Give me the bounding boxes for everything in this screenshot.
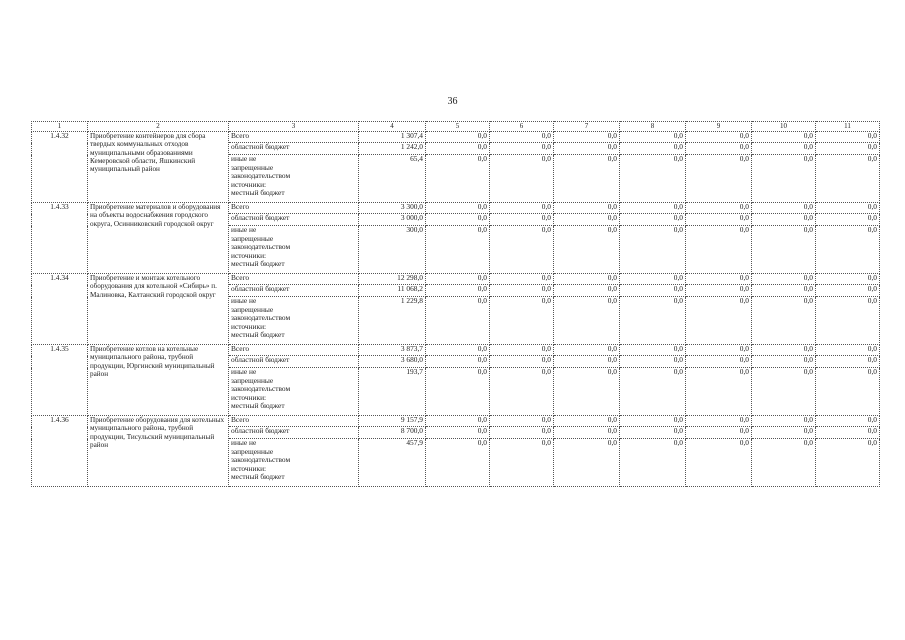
source-label: областной бюджет: [229, 427, 359, 439]
source-label-line: запрещенные: [231, 233, 274, 243]
item-code: 1.4.35: [32, 345, 88, 416]
value-cell: 0,0: [554, 143, 620, 155]
header-cell: 6: [490, 122, 554, 132]
value-cell: 0,0: [686, 356, 752, 368]
value-cell: 0,0: [686, 345, 752, 356]
value-cell: 0,0: [426, 285, 490, 297]
value-cell: 0,0: [686, 132, 752, 143]
source-label-line: местный бюджет: [231, 330, 285, 340]
value-cell: 0,0: [554, 297, 620, 345]
header-cell: 7: [554, 122, 620, 132]
source-label-line: запрещенные: [231, 162, 274, 172]
value-cell: 0,0: [752, 143, 816, 155]
header-cell: 4: [359, 122, 426, 132]
value-cell: 0,0: [816, 416, 880, 427]
value-cell: 0,0: [752, 155, 816, 203]
value-cell: 11 068,2: [359, 285, 426, 297]
table-row-total: [32, 345, 880, 356]
value-cell: 0,0: [554, 285, 620, 297]
source-label: Всего: [229, 416, 359, 427]
source-label-line: местный бюджет: [231, 188, 285, 198]
value-cell: 1 242,0: [359, 143, 426, 155]
value-cell: 0,0: [490, 439, 554, 487]
source-label: Всего: [229, 132, 359, 143]
value-cell: 0,0: [426, 214, 490, 226]
source-label-line: источники:: [231, 392, 267, 402]
source-label-line: иные не: [231, 438, 257, 447]
value-cell: 0,0: [426, 427, 490, 439]
item-name: Приобретение и монтаж котельного оборудования для котельной «Сибирь» п. Малиновка, Калтанский городской округ: [88, 274, 229, 345]
source-label-line: законодательством: [231, 384, 291, 394]
source-label-line: источники:: [231, 321, 267, 331]
value-cell: 0,0: [752, 132, 816, 143]
value-cell: 0,0: [426, 203, 490, 214]
source-label: областной бюджет: [229, 356, 359, 368]
value-cell: 0,0: [426, 416, 490, 427]
value-cell: 0,0: [816, 427, 880, 439]
header-cell: 8: [620, 122, 686, 132]
source-label-line: законодательством: [231, 171, 291, 181]
value-cell: 0,0: [752, 356, 816, 368]
value-cell: 0,0: [426, 143, 490, 155]
table-row-total: [32, 416, 880, 427]
value-cell: 3 300,0: [359, 203, 426, 214]
value-cell: 0,0: [752, 427, 816, 439]
header-cell: 3: [229, 122, 359, 132]
item-name: Приобретение материалов и оборудования на объекты водоснабжения городского округа, Осинниковский городской округ: [88, 203, 229, 274]
source-label: Всего: [229, 274, 359, 285]
value-cell: 0,0: [426, 274, 490, 285]
value-cell: 0,0: [554, 356, 620, 368]
value-cell: 1 307,4: [359, 132, 426, 143]
source-label: Всего: [229, 345, 359, 356]
value-cell: 0,0: [816, 226, 880, 274]
source-label-line: запрещенные: [231, 446, 274, 456]
item-name: Приобретение оборудования для котельных муниципального района, трубной продукции, Тисульский муниципальный район: [88, 416, 229, 487]
value-cell: 0,0: [620, 132, 686, 143]
value-cell: 0,0: [816, 214, 880, 226]
value-cell: 0,0: [752, 439, 816, 487]
value-cell: 0,0: [490, 297, 554, 345]
value-cell: 0,0: [490, 226, 554, 274]
value-cell: 0,0: [686, 143, 752, 155]
header-cell: 9: [686, 122, 752, 132]
header-cell: 5: [426, 122, 490, 132]
table-row-total: [32, 203, 880, 214]
value-cell: 12 298,0: [359, 274, 426, 285]
source-label-line: местный бюджет: [231, 401, 285, 411]
value-cell: 0,0: [620, 214, 686, 226]
source-label-line: местный бюджет: [231, 259, 285, 269]
value-cell: 8 700,0: [359, 427, 426, 439]
header-cell: 2: [88, 122, 229, 132]
value-cell: 0,0: [426, 439, 490, 487]
source-label: областной бюджет: [229, 285, 359, 297]
value-cell: 0,0: [752, 416, 816, 427]
header-cell: 1: [32, 122, 88, 132]
value-cell: 0,0: [490, 416, 554, 427]
value-cell: 0,0: [490, 143, 554, 155]
value-cell: 0,0: [686, 416, 752, 427]
value-cell: 0,0: [752, 368, 816, 416]
value-cell: 0,0: [554, 439, 620, 487]
value-cell: 300,0: [359, 226, 426, 274]
value-cell: 0,0: [620, 226, 686, 274]
value-cell: 0,0: [554, 368, 620, 416]
value-cell: 3 873,7: [359, 345, 426, 356]
value-cell: 0,0: [426, 356, 490, 368]
value-cell: 0,0: [620, 203, 686, 214]
item-name: Приобретение контейнеров для сбора твердых коммунальных отходов муниципальными образованиями Кемеровской области, Яшкинский муниципальный район: [88, 132, 229, 203]
value-cell: 0,0: [816, 439, 880, 487]
value-cell: 0,0: [752, 203, 816, 214]
source-label-line: иные не: [231, 225, 257, 234]
value-cell: 0,0: [554, 203, 620, 214]
value-cell: 0,0: [490, 155, 554, 203]
value-cell: 0,0: [816, 274, 880, 285]
table-row-total: [32, 274, 880, 285]
value-cell: 457,9: [359, 439, 426, 487]
value-cell: 0,0: [686, 427, 752, 439]
value-cell: 0,0: [816, 203, 880, 214]
value-cell: 0,0: [554, 345, 620, 356]
value-cell: 0,0: [620, 427, 686, 439]
value-cell: 0,0: [686, 274, 752, 285]
value-cell: 0,0: [620, 143, 686, 155]
value-cell: 1 229,8: [359, 297, 426, 345]
value-cell: 0,0: [686, 203, 752, 214]
value-cell: 193,7: [359, 368, 426, 416]
value-cell: 0,0: [426, 297, 490, 345]
value-cell: 0,0: [620, 274, 686, 285]
source-label-line: местный бюджет: [231, 472, 285, 482]
value-cell: 0,0: [620, 368, 686, 416]
header-cell: 10: [752, 122, 816, 132]
value-cell: 0,0: [752, 274, 816, 285]
value-cell: 0,0: [426, 155, 490, 203]
value-cell: 0,0: [620, 345, 686, 356]
value-cell: 0,0: [490, 285, 554, 297]
table-row-total: [32, 132, 880, 143]
value-cell: 3 680,0: [359, 356, 426, 368]
source-label-line: законодательством: [231, 242, 291, 252]
value-cell: 0,0: [490, 368, 554, 416]
value-cell: 0,0: [816, 297, 880, 345]
value-cell: 0,0: [490, 214, 554, 226]
header-cell: 11: [816, 122, 880, 132]
value-cell: 0,0: [554, 427, 620, 439]
value-cell: 0,0: [490, 203, 554, 214]
value-cell: 0,0: [554, 132, 620, 143]
value-cell: 0,0: [816, 368, 880, 416]
value-cell: 0,0: [490, 427, 554, 439]
source-label-line: иные не: [231, 296, 257, 305]
value-cell: 0,0: [554, 155, 620, 203]
source-label: [229, 368, 359, 416]
value-cell: 0,0: [620, 155, 686, 203]
value-cell: 0,0: [816, 356, 880, 368]
value-cell: 0,0: [620, 439, 686, 487]
value-cell: 0,0: [752, 285, 816, 297]
item-code: 1.4.34: [32, 274, 88, 345]
value-cell: 0,0: [554, 226, 620, 274]
value-cell: 9 157,9: [359, 416, 426, 427]
item-code: 1.4.33: [32, 203, 88, 274]
source-label: [229, 226, 359, 274]
source-label: областной бюджет: [229, 143, 359, 155]
value-cell: 0,0: [686, 368, 752, 416]
source-label: областной бюджет: [229, 214, 359, 226]
source-label-line: иные не: [231, 154, 257, 163]
value-cell: 0,0: [686, 439, 752, 487]
value-cell: 0,0: [686, 226, 752, 274]
source-label: [229, 439, 359, 487]
source-label-line: источники:: [231, 179, 267, 189]
value-cell: 0,0: [554, 416, 620, 427]
source-label-line: запрещенные: [231, 375, 274, 385]
value-cell: 0,0: [686, 297, 752, 345]
value-cell: 0,0: [620, 356, 686, 368]
value-cell: 0,0: [816, 155, 880, 203]
value-cell: 0,0: [426, 226, 490, 274]
source-label-line: источники:: [231, 463, 267, 473]
page-number: 36: [447, 96, 458, 107]
source-label-line: источники:: [231, 250, 267, 260]
source-label-line: законодательством: [231, 313, 291, 323]
value-cell: 0,0: [620, 416, 686, 427]
value-cell: 0,0: [686, 155, 752, 203]
value-cell: 0,0: [490, 356, 554, 368]
item-code: 1.4.32: [32, 132, 88, 203]
source-label-line: запрещенные: [231, 304, 274, 314]
item-name: Приобретение котлов на котельные муниципального района, трубной продукции, Юргинский муниципальный район: [88, 345, 229, 416]
value-cell: 0,0: [426, 368, 490, 416]
value-cell: 3 000,0: [359, 214, 426, 226]
value-cell: 0,0: [490, 132, 554, 143]
value-cell: 0,0: [554, 214, 620, 226]
value-cell: 65,4: [359, 155, 426, 203]
value-cell: 0,0: [816, 132, 880, 143]
value-cell: 0,0: [686, 214, 752, 226]
source-label-line: законодательством: [231, 455, 291, 465]
source-label: Всего: [229, 203, 359, 214]
value-cell: 0,0: [816, 143, 880, 155]
item-code: 1.4.36: [32, 416, 88, 487]
value-cell: 0,0: [490, 345, 554, 356]
value-cell: 0,0: [686, 285, 752, 297]
budget-table: [31, 121, 880, 487]
value-cell: 0,0: [620, 297, 686, 345]
value-cell: 0,0: [816, 345, 880, 356]
value-cell: 0,0: [752, 345, 816, 356]
source-label: [229, 155, 359, 203]
value-cell: 0,0: [816, 285, 880, 297]
value-cell: 0,0: [752, 226, 816, 274]
value-cell: 0,0: [752, 297, 816, 345]
source-label: [229, 297, 359, 345]
value-cell: 0,0: [426, 345, 490, 356]
value-cell: 0,0: [490, 274, 554, 285]
value-cell: 0,0: [426, 132, 490, 143]
source-label-line: иные не: [231, 367, 257, 376]
value-cell: 0,0: [554, 274, 620, 285]
header-row: [32, 122, 880, 132]
value-cell: 0,0: [752, 214, 816, 226]
value-cell: 0,0: [620, 285, 686, 297]
